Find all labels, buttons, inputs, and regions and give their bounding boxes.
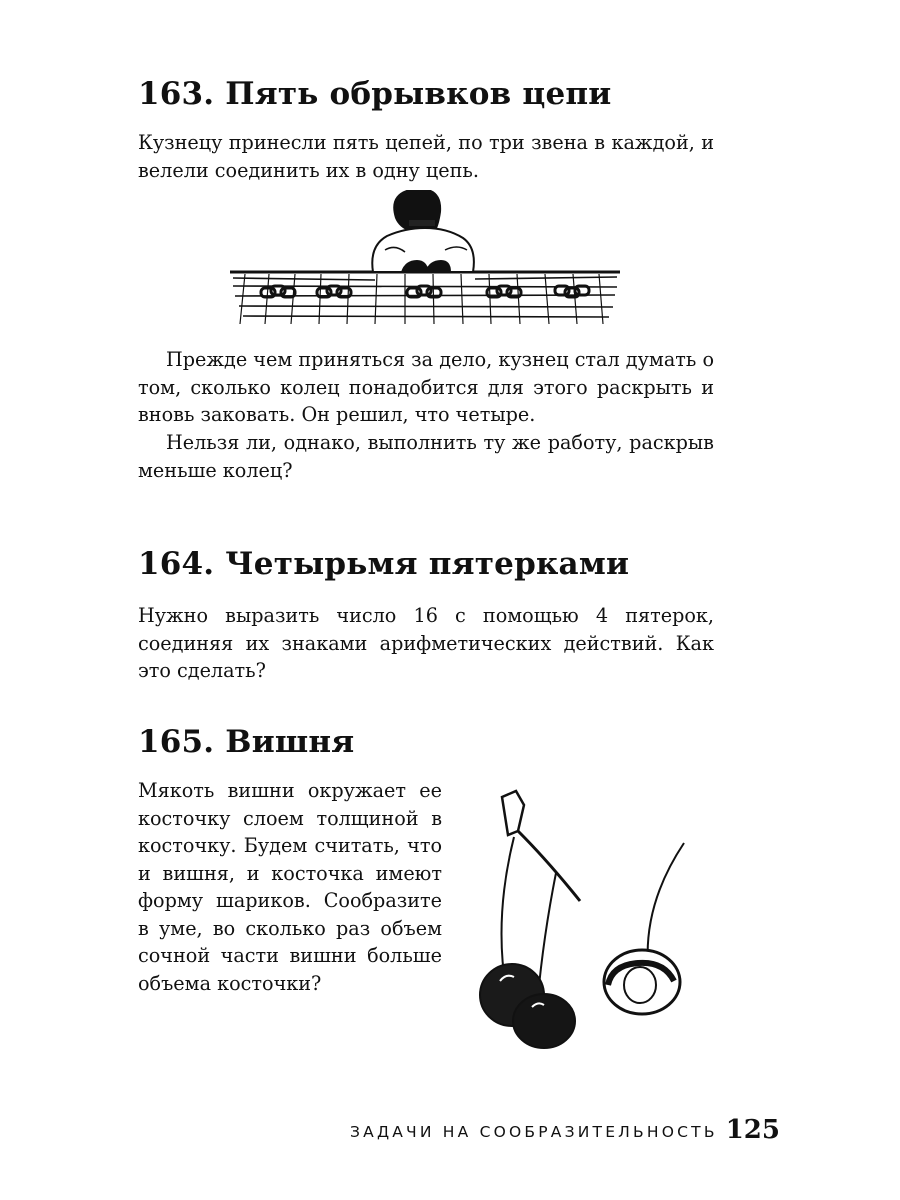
blacksmith-with-chains-illustration	[225, 190, 625, 330]
page-footer	[350, 1117, 780, 1149]
problem-164-title: 164. Четырьмя пятерками	[138, 546, 630, 582]
cherries-illustration	[470, 785, 700, 1050]
page-number: 125	[725, 1115, 780, 1145]
problem-163-paragraph-2: Нельзя ли, однако, выполнить ту же работу, раскрыв меньше колец?	[138, 431, 714, 482]
problem-165-title: 165. Вишня	[138, 724, 355, 760]
problem-165-text: Мякоть вишни окружает ее косточку слоем толщиной в косточку. Будем считать, что и вишня, и косточка имеют форму шариков. Сообразите в уме, во сколько раз объем сочной части вишни больше объема косточки?	[138, 779, 442, 995]
problem-163-intro: Кузнецу принесли пять цепей, по три звена в каждой, и велели соединить их в одну цепь.	[138, 131, 714, 182]
problem-163-title: 163. Пять обрывков цепи	[138, 76, 612, 112]
problem-163-paragraph-1: Прежде чем приняться за дело, кузнец стал думать о том, сколько колец понадобится для этого раскрыть и вновь заковать. Он решил, что четыре.	[138, 348, 714, 426]
running-head: ЗАДАЧИ НА СООБРАЗИТЕЛЬНОСТЬ	[350, 1123, 718, 1141]
problem-164-text: Нужно выразить число 16 с помощью 4 пятерок, соединяя их знаками арифметических действий. Как это сделать?	[138, 604, 714, 682]
